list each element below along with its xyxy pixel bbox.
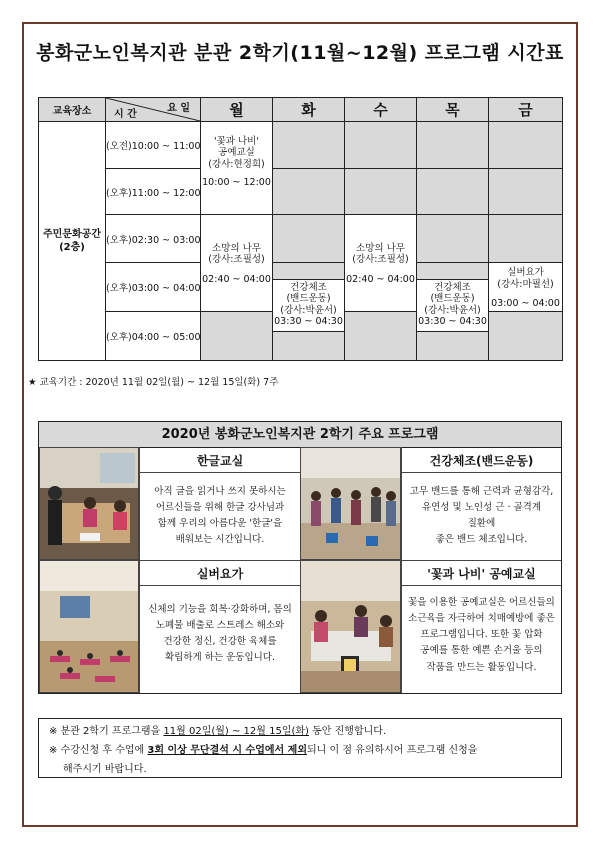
- band-exercise-title: 건강체조(밴드운동): [429, 454, 534, 468]
- korean-class-desc: 아직 글을 읽거나 쓰지 못하시는 어르신들을 위해 한글 강사님과 함께 우리의 아름다운 '한글'을 배워보는 시간입니다.: [154, 486, 286, 546]
- day-wed: 수: [345, 98, 417, 122]
- empty-cell: [201, 312, 273, 360]
- empty-cell: [273, 215, 345, 263]
- tue-health-cell: [273, 263, 345, 361]
- tue-health-name: 건강체조: [290, 282, 327, 293]
- band-exercise-photo: [300, 447, 401, 560]
- mon-song-cell: [201, 215, 273, 312]
- notice-line-3: 해주시기 바랍니다.: [63, 764, 147, 775]
- divider: [401, 472, 561, 473]
- divider: [139, 472, 300, 473]
- empty-cell: [417, 169, 489, 215]
- mon-flower-sub: 공예교실: [218, 147, 255, 159]
- empty-cell: [489, 122, 563, 169]
- yoga-desc: 신체의 기능을 회복·강화하며, 몸의 노폐물 배출로 스트레스 해소와 건강한 정신, 건강한 육체를 확립하게 하는 운동입니다.: [148, 604, 292, 664]
- divider: [401, 585, 561, 586]
- empty-cell: [489, 312, 563, 360]
- empty-cell: [345, 169, 417, 215]
- time-slot-2: (오후)11:00 ~ 12:00: [106, 169, 201, 215]
- tue-health-sub: (밴드운동): [286, 293, 331, 305]
- fri-yoga-teacher: (강사:마필선): [497, 278, 554, 290]
- korean-class-photo: [39, 447, 139, 560]
- day-time-corner: [106, 98, 201, 122]
- empty-cell: [417, 122, 489, 169]
- korean-class-title: 한글교실: [196, 454, 244, 468]
- divider: [139, 585, 300, 586]
- yoga-title: 실버요가: [196, 567, 244, 581]
- empty-cell: [489, 215, 563, 263]
- thu-health-teacher: (강사:박윤서): [424, 304, 481, 316]
- thu-health-cell: [417, 263, 489, 361]
- place-header: 교육장소: [39, 98, 106, 122]
- empty-cell: [273, 122, 345, 169]
- notice-box: [38, 718, 562, 778]
- wed-song-time: 02:40 ~ 04:00: [346, 273, 415, 285]
- time-slot-5: (오후)04:00 ~ 05:00: [106, 312, 201, 360]
- programs-section: [38, 421, 562, 694]
- tue-health-teacher: (강사:박윤서): [280, 304, 337, 316]
- wed-song-cell: [345, 215, 417, 312]
- thu-health-name: 건강체조: [434, 282, 471, 293]
- day-tue: 화: [273, 98, 345, 122]
- empty-cell: [489, 169, 563, 215]
- flower-craft-title: '꽃과 나비' 공예교실: [427, 567, 536, 581]
- mon-song-teacher: (강사:조필성): [208, 254, 265, 266]
- mon-flower-cell: [201, 122, 273, 215]
- mon-song-time: 02:40 ~ 04:00: [202, 273, 271, 285]
- thu-health-time: 03:30 ~ 04:30: [418, 316, 487, 328]
- empty-cell: [345, 312, 417, 360]
- empty-cell: [273, 169, 345, 215]
- empty-cell: [417, 215, 489, 263]
- period-note: ★ 교육기간 : 2020년 11월 02일(월) ~ 12월 15일(화) 7주: [28, 377, 279, 388]
- flower-craft-photo: [300, 560, 401, 693]
- wed-song-name: 소망의 나무: [356, 243, 405, 254]
- place-cell: 주민문화공간 (2층): [39, 122, 106, 361]
- schedule-table: [38, 97, 563, 361]
- mon-flower-teacher: (강사:현정희): [208, 158, 265, 170]
- wed-song-teacher: (강사:조필성): [352, 254, 409, 266]
- time-slot-1: (오전)10:00 ~ 11:00: [106, 122, 201, 169]
- notice-line-2: ※ 수강신청 후 수업에 3회 이상 무단결석 시 수업에서 제외되니 이 점 유의하시어 프로그램 신청을: [49, 745, 478, 756]
- programs-title: 2020년 봉화군노인복지관 2학기 주요 프로그램: [39, 422, 561, 448]
- mon-flower-name: '꽃과 나비': [214, 136, 259, 147]
- time-slot-3: (오후)02:30 ~ 03:00: [106, 215, 201, 263]
- corner-time-label: 시 간: [114, 109, 137, 120]
- empty-cell: [345, 122, 417, 169]
- tue-health-time: 03:30 ~ 04:30: [274, 316, 343, 328]
- day-fri: 금: [489, 98, 563, 122]
- band-exercise-desc: 고무 밴드를 통해 근력과 균형감각, 유연성 및 노인성 근 · 골격계 질환에 좋은 밴드 체조입니다.: [409, 486, 554, 546]
- corner-day-label: 요 일: [167, 103, 190, 114]
- yoga-photo: [39, 560, 139, 693]
- notice-line-1: ※ 분관 2학기 프로그램을 11월 02일(월) ~ 12월 15일(화) 동안 진행합니다.: [49, 726, 387, 737]
- page-title: 봉화군노인복지관 분관 2학기(11월~12월) 프로그램 시간표: [36, 42, 564, 64]
- day-thu: 목: [417, 98, 489, 122]
- mon-song-name: 소망의 나무: [212, 243, 261, 254]
- mon-flower-time: 10:00 ~ 12:00: [202, 177, 271, 189]
- day-mon: 월: [201, 98, 273, 122]
- flower-craft-desc: 꽃을 이용한 공예교실은 어르신들의 소근육을 자극하여 치매예방에 좋은 프로그램입니다. 또한 꽃 압화 공예를 통한 예쁜 손거울 등의 작품을 만드는 활동입니다.: [408, 597, 555, 673]
- time-slot-4: (오후)03:00 ~ 04:00: [106, 263, 201, 312]
- fri-yoga-name: 실버요가: [507, 267, 544, 279]
- thu-health-sub: (밴드운동): [430, 293, 475, 305]
- fri-yoga-time: 03:00 ~ 04:00: [491, 297, 560, 309]
- fri-yoga-cell: [489, 263, 563, 312]
